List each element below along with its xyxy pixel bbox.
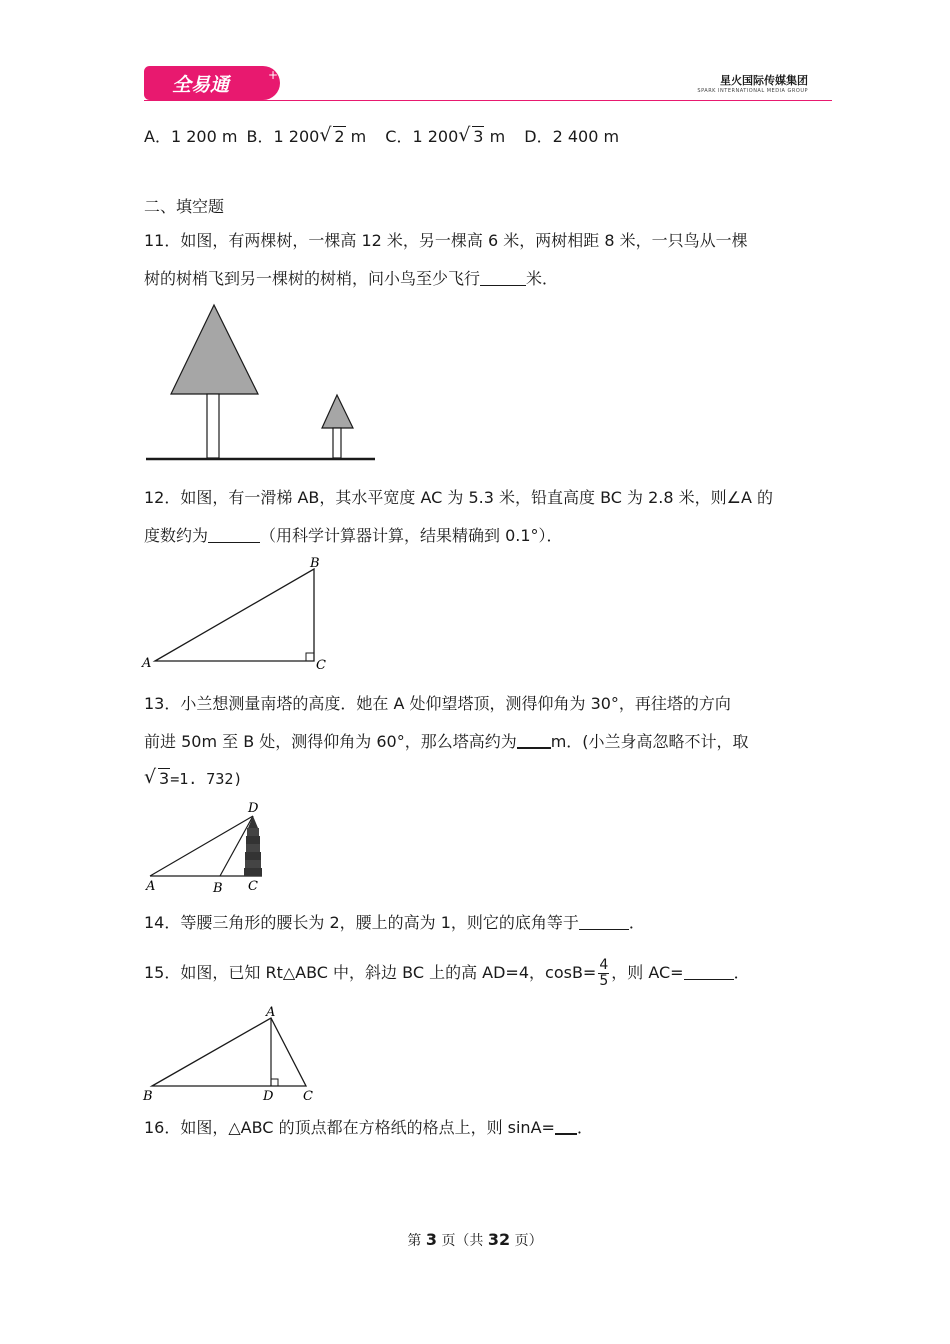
slide-triangle-figure xyxy=(140,555,340,673)
right-triangle-altitude-figure xyxy=(140,1004,330,1102)
triangle-abc xyxy=(152,1018,306,1086)
total-pages: 32 xyxy=(487,1230,511,1249)
triangle-abc xyxy=(155,569,314,661)
q13-line2: 前进 50m 至 B 处，测得仰角为 60°，那么塔高约为 m．(小兰身高忽略不计，取 xyxy=(144,732,749,751)
option-a: A．1 200 m xyxy=(144,127,238,146)
option-c: C．1 200√ 3 m xyxy=(385,127,510,146)
label-b: B xyxy=(213,881,223,896)
label-c: C xyxy=(303,1089,313,1104)
logo-text: 全易通 xyxy=(172,74,230,96)
label-a: A xyxy=(142,656,152,671)
short-tree-trunk xyxy=(333,428,341,458)
page-number: 3 xyxy=(425,1230,437,1249)
tall-tree-trunk xyxy=(207,394,219,458)
tall-tree-crown xyxy=(171,305,258,394)
q16-text: 16．如图，△ABC 的顶点都在方格纸的格点上，则 sinA= ． xyxy=(144,1118,593,1137)
sightline-a xyxy=(150,816,253,876)
label-b: B xyxy=(143,1089,153,1104)
option-d: D．2 400 m xyxy=(524,127,620,146)
label-a: A xyxy=(146,879,156,894)
answer-blank xyxy=(555,1117,577,1135)
short-tree-crown xyxy=(322,395,353,428)
publisher-subtitle: SPARK INTERNATIONAL MEDIA GROUP xyxy=(697,88,808,94)
label-c: C xyxy=(316,658,326,673)
q13-line1: 13．小兰想测量南塔的高度．她在 A 处仰望塔顶，测得仰角为 30°，再往塔的方向 xyxy=(144,694,731,713)
right-angle-mark xyxy=(306,653,314,661)
label-a: A xyxy=(266,1005,276,1020)
q12-line1: 12．如图，有一滑梯 AB，其水平宽度 AC 为 5.3 米，铅直高度 BC 为 2.8 米，则∠A 的 xyxy=(144,488,774,507)
page-footer: 第 3 页（共 32 页） xyxy=(407,1230,543,1249)
q12-line2: 度数约为 （用科学计算器计算，结果精确到 0.1°）． xyxy=(144,526,563,545)
q11-line1: 11．如图，有两棵树，一棵高 12 米，另一棵高 6 米，两树相距 8 米，一只鸟从一棵 xyxy=(144,231,748,250)
q13-line3: √ 3=1. 732) xyxy=(144,768,242,790)
header-divider xyxy=(144,100,832,101)
answer-blank xyxy=(517,731,551,749)
right-angle-mark xyxy=(271,1079,278,1086)
section-title: 二、填空题 xyxy=(144,197,225,216)
label-c: C xyxy=(248,879,258,894)
publisher-name: 星火国际传媒集团 xyxy=(720,74,808,87)
fraction: $\frac{4}{5}$ xyxy=(599,957,609,989)
logo-mark: + xyxy=(268,68,279,82)
tower-figure xyxy=(140,798,280,896)
q10-options xyxy=(144,126,619,148)
answer-blank xyxy=(480,269,526,286)
q11-line2: 树的树梢飞到另一棵树的树梢，问小鸟至少飞行 米． xyxy=(144,269,559,288)
label-b: B xyxy=(310,556,320,571)
option-b: B．1 200√ 2 m xyxy=(247,127,372,146)
label-d: D xyxy=(263,1089,274,1104)
brand-logo xyxy=(144,66,280,100)
two-trees-figure xyxy=(144,300,384,465)
tower-icon xyxy=(244,816,262,876)
q14-text: 14．等腰三角形的腰长为 2，腰上的高为 1，则它的底角等于 ． xyxy=(144,913,645,932)
answer-blank xyxy=(684,963,734,980)
answer-blank xyxy=(579,913,629,930)
label-d: D xyxy=(248,801,259,816)
q15-text: 15．如图，已知 Rt△ABC 中，斜边 BC 上的高 AD=4，cosB= $\frac{4}{5}$ ，则 AC= ． xyxy=(144,957,750,989)
answer-blank xyxy=(208,526,260,543)
